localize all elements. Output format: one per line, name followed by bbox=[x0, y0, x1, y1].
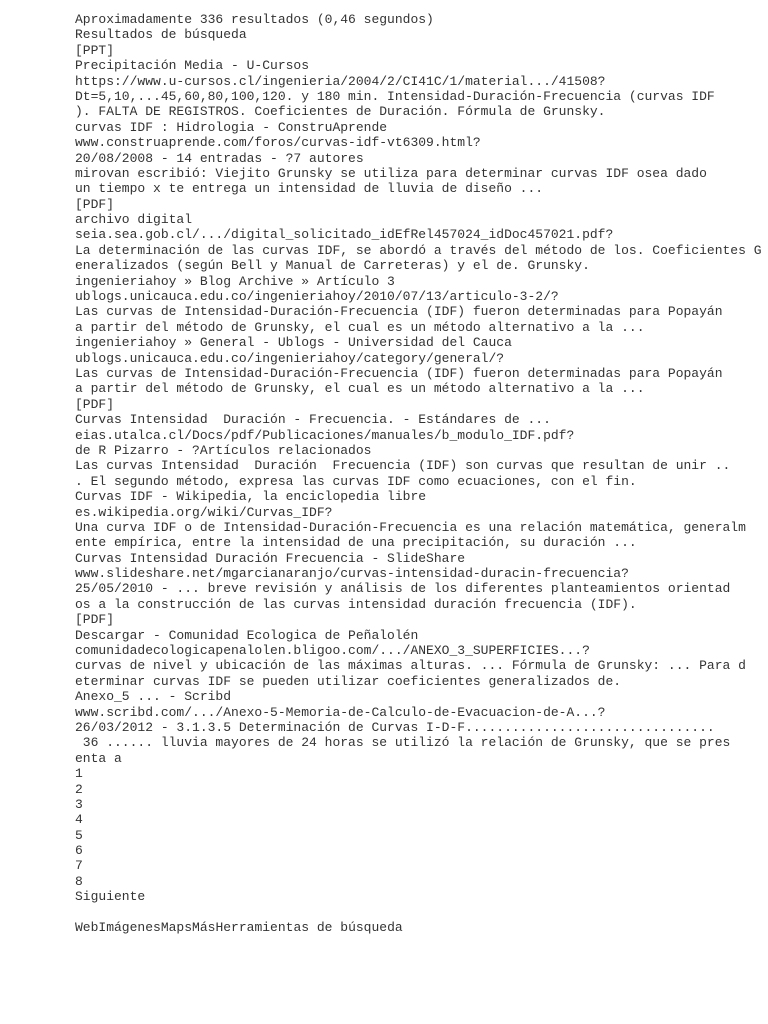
result-item bbox=[75, 335, 755, 397]
result-item bbox=[75, 397, 755, 489]
result-line: 25/05/2010 - ... breve revisión y análisis de los diferentes planteamientos orientad bbox=[75, 581, 731, 597]
result-line: [PDF] bbox=[75, 196, 115, 212]
result-line: ente empírica, entre la intensidad de una precipitación, su duración ... bbox=[75, 535, 637, 551]
result-line: Anexo_5 ... - Scribd bbox=[75, 689, 232, 705]
result-line: es.wikipedia.org/wiki/Curvas_IDF? bbox=[75, 504, 333, 520]
results-stats: Aproximadamente 336 resultados (0,46 segundos) bbox=[75, 12, 434, 27]
result-item bbox=[75, 196, 762, 274]
page-number-link[interactable]: 8 bbox=[75, 873, 83, 889]
result-line: a partir del método de Grunsky, el cual es un método alternativo a la ... bbox=[75, 319, 645, 335]
results-list bbox=[75, 42, 762, 766]
result-line: Curvas Intensidad Duración Frecuencia - SlideShare bbox=[75, 550, 466, 566]
page-number-link[interactable]: 6 bbox=[75, 843, 83, 859]
result-line: a partir del método de Grunsky, el cual es un método alternativo a la ... bbox=[75, 381, 645, 397]
result-line: seia.sea.gob.cl/.../digital_solicitado_idEfRel457024_idDoc457021.pdf? bbox=[75, 227, 614, 243]
nav-maps[interactable]: Maps bbox=[160, 920, 193, 936]
result-line: archivo digital bbox=[75, 212, 193, 228]
result-line: Una curva IDF o de Intensidad-Duración-Frecuencia es una relación matemática, generalm bbox=[75, 519, 746, 535]
result-line: 26/03/2012 - 3.1.3.5 Determinación de Curvas I-D-F................................ bbox=[75, 719, 715, 735]
page-number-link[interactable]: 7 bbox=[75, 858, 83, 874]
result-line: ingenieriahoy » General - Ublogs - Universidad del Cauca bbox=[75, 335, 512, 351]
result-line: Precipitación Media - U-Cursos bbox=[75, 58, 310, 74]
result-line: ublogs.unicauca.edu.co/ingenieriahoy/2010/07/13/articulo-3-2/? bbox=[75, 289, 559, 305]
nav-images[interactable]: Imágenes bbox=[98, 920, 161, 936]
result-line: ublogs.unicauca.edu.co/ingenieriahoy/category/general/? bbox=[75, 350, 505, 366]
result-line: www.construaprende.com/foros/curvas-idf-vt6309.html? bbox=[75, 135, 481, 151]
result-line: ingenieriahoy » Blog Archive » Artículo 3 bbox=[75, 273, 395, 289]
page-number-link[interactable]: 2 bbox=[75, 781, 83, 797]
spacer bbox=[75, 905, 755, 920]
result-line: mirovan escribió: Viejito Grunsky se utiliza para determinar curvas IDF osea dado bbox=[75, 165, 707, 181]
result-line: enta a bbox=[75, 750, 122, 766]
result-line: https://www.u-cursos.cl/ingenieria/2004/2/CI41C/1/material.../41508? bbox=[75, 73, 606, 89]
result-item bbox=[75, 489, 755, 551]
result-line: Curvas Intensidad Duración - Frecuencia. - Estándares de ... bbox=[75, 412, 551, 428]
result-line: ). FALTA DE REGISTROS. Coeficientes de Duración. Fórmula de Grunsky. bbox=[75, 104, 606, 120]
page-number-link[interactable]: 4 bbox=[75, 812, 83, 828]
next-page-link[interactable]: Siguiente bbox=[75, 889, 146, 905]
result-line: 36 ...... lluvia mayores de 24 horas se utilizó la relación de Grunsky, que se pres bbox=[75, 735, 731, 751]
result-line: curvas de nivel y ubicación de las máximas alturas. ... Fórmula de Grunsky: ... Para d bbox=[75, 658, 746, 674]
result-item bbox=[75, 43, 755, 120]
result-line: [PPT] bbox=[75, 42, 115, 58]
result-item bbox=[75, 689, 755, 766]
result-line: Las curvas de Intensidad-Duración-Frecuencia (IDF) fueron determinadas para Popayán bbox=[75, 365, 723, 381]
pagination bbox=[75, 766, 755, 889]
nav-web[interactable]: Web bbox=[75, 920, 99, 936]
result-line: www.slideshare.net/mgarcianaranjo/curvas-intensidad-duracin-frecuencia? bbox=[75, 566, 629, 582]
result-line: eias.utalca.cl/Docs/pdf/Publicaciones/manuales/b_modulo_IDF.pdf? bbox=[75, 427, 575, 443]
result-item bbox=[75, 274, 755, 336]
nav-more[interactable]: Más bbox=[192, 920, 216, 936]
page-number-link[interactable]: 1 bbox=[75, 766, 83, 782]
result-line: 20/08/2008 - 14 entradas - ?7 autores bbox=[75, 150, 364, 166]
nav-search-tools[interactable]: Herramientas de búsqueda bbox=[215, 920, 403, 936]
result-line: Curvas IDF - Wikipedia, la enciclopedia libre bbox=[75, 489, 427, 505]
result-line: Descargar - Comunidad Ecologica de Peñalolén bbox=[75, 627, 419, 643]
result-line: os a la construcción de las curvas intensidad duración frecuencia (IDF). bbox=[75, 596, 637, 612]
result-line: de R Pizarro - ?Artículos relacionados bbox=[75, 442, 372, 458]
result-line: eneralizados (según Bell y Manual de Carreteras) y el de. Grunsky. bbox=[75, 258, 590, 274]
search-results-page bbox=[75, 12, 762, 936]
result-line: www.scribd.com/.../Anexo-5-Memoria-de-Calculo-de-Evacuacion-de-A...? bbox=[75, 704, 606, 720]
result-line: un tiempo x te entrega un intensidad de lluvia de diseño ... bbox=[75, 181, 544, 197]
page-number-link[interactable]: 5 bbox=[75, 827, 83, 843]
results-heading: Resultados de búsqueda bbox=[75, 27, 247, 43]
result-line: . El segundo método, expresa las curvas IDF como ecuaciones, con el fin. bbox=[75, 473, 637, 489]
result-line: eterminar curvas IDF se pueden utilizar coeficientes generalizados de. bbox=[75, 673, 622, 689]
result-line: Las curvas de Intensidad-Duración-Frecuencia (IDF) fueron determinadas para Popayán bbox=[75, 304, 723, 320]
page-number-link[interactable]: 3 bbox=[75, 796, 83, 812]
result-item bbox=[75, 612, 755, 689]
footer-nav bbox=[75, 920, 755, 935]
result-line: [PDF] bbox=[75, 612, 115, 628]
result-item bbox=[75, 551, 755, 613]
result-line: La determinación de las curvas IDF, se abordó a través del método de los. Coeficientes G bbox=[75, 242, 762, 258]
result-line: Dt=5,10,...45,60,80,100,120. y 180 min. Intensidad-Duración-Frecuencia (curvas IDF bbox=[75, 88, 715, 104]
result-line: [PDF] bbox=[75, 396, 115, 412]
result-line: comunidadecologicapenalolen.bligoo.com/.../ANEXO_3_SUPERFICIES...? bbox=[75, 643, 590, 659]
result-line: Las curvas Intensidad Duración Frecuencia (IDF) son curvas que resultan de unir .. bbox=[75, 458, 731, 474]
result-item bbox=[75, 120, 755, 197]
result-line: curvas IDF : Hidrologia - ConstruAprende bbox=[75, 119, 388, 135]
